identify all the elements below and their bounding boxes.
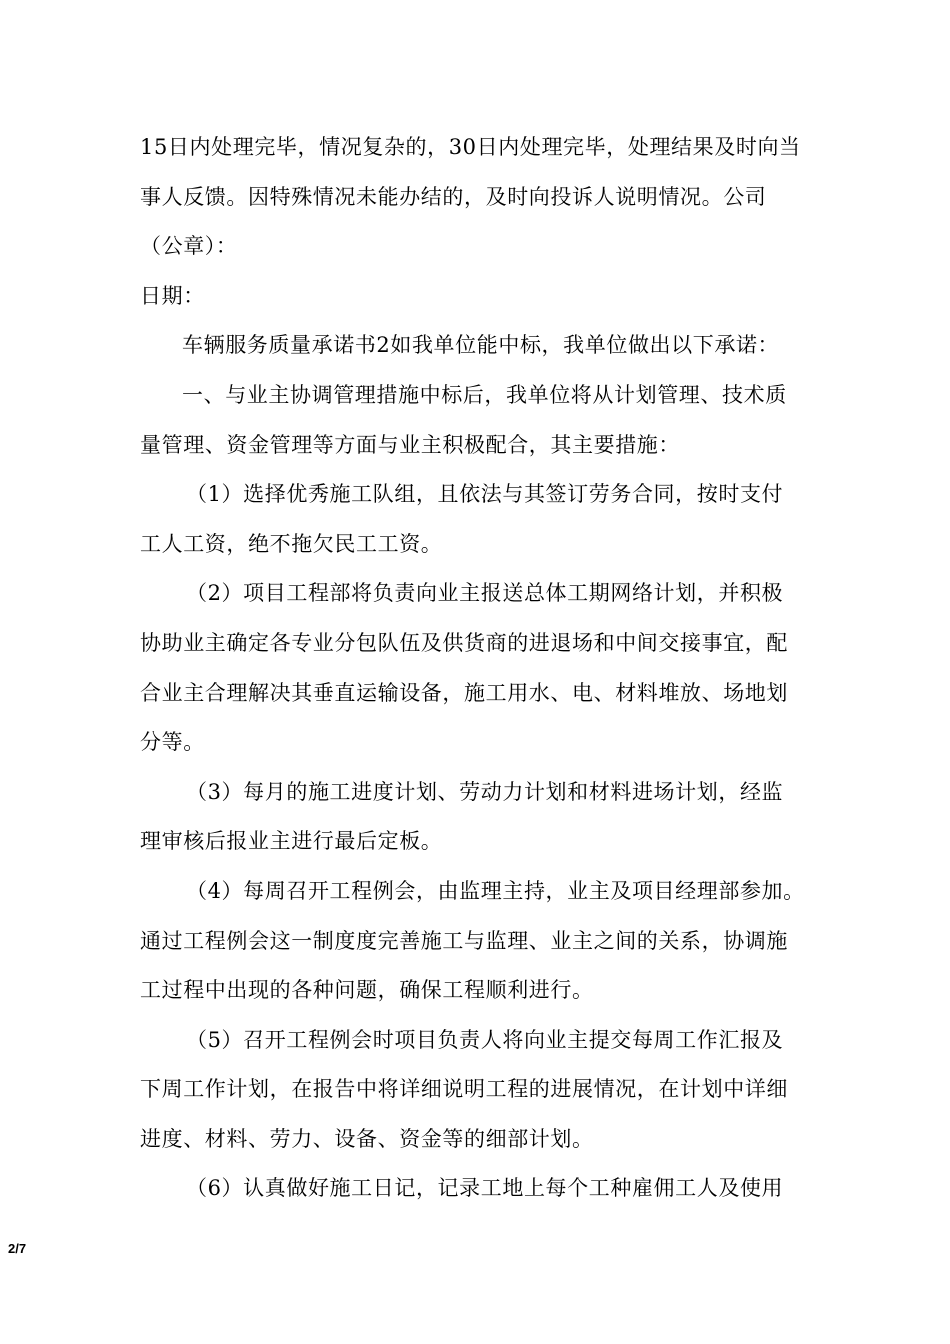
text-line: （5）召开工程例会时项目负责人将向业主提交每周工作汇报及 xyxy=(186,1027,784,1052)
document-body xyxy=(140,123,820,1214)
text-line: 工过程中出现的各种问题，确保工程顺利进行。 xyxy=(140,978,594,1003)
text-line: 日期： xyxy=(140,283,205,308)
text-line: 车辆服务质量承诺书2如我单位能中标，我单位做出以下承诺： xyxy=(182,333,780,358)
text-line: 分等。 xyxy=(140,730,205,755)
text-line: （公章）： xyxy=(140,234,238,259)
text-line: 通过工程例会这一制度度完善施工与监理、业主之间的关系，协调施 xyxy=(140,928,788,953)
text-line: （3）每月的施工进度计划、劳动力计划和材料进场计划，经监 xyxy=(186,779,784,804)
text-line: （6）认真做好施工日记，记录工地上每个工种雇佣工人及使用 xyxy=(186,1176,784,1201)
text-line: 工人工资，绝不拖欠民工工资。 xyxy=(140,531,443,556)
text-line: （2）项目工程部将负责向业主报送总体工期网络计划，并积极 xyxy=(186,581,784,606)
text-line: 合业主合理解决其垂直运输设备，施工用水、电、材料堆放、场地划 xyxy=(140,680,788,705)
text-line: （1）选择优秀施工队组，且依法与其签订劳务合同，按时支付 xyxy=(186,482,784,507)
text-line: 事人反馈。因特殊情况未能办结的，及时向投诉人说明情况。公司 xyxy=(140,184,767,209)
text-line: （4）每周召开工程例会，由监理主持，业主及项目经理部参加。 xyxy=(186,878,805,903)
text-line: 协助业主确定各专业分包队伍及供货商的进退场和中间交接事宜，配 xyxy=(140,630,788,655)
text-line: 理审核后报业主进行最后定板。 xyxy=(140,829,443,854)
text-line: 一、与业主协调管理措施中标后，我单位将从计划管理、技术质 xyxy=(182,382,787,407)
page-number: 2/7 xyxy=(8,1241,27,1256)
text-line: 下周工作计划，在报告中将详细说明工程的进展情况，在计划中详细 xyxy=(140,1077,788,1102)
text-line: 进度、材料、劳力、设备、资金等的细部计划。 xyxy=(140,1126,594,1151)
text-line: 量管理、资金管理等方面与业主积极配合，其主要措施： xyxy=(140,432,680,457)
text-line: 15日内处理完毕，情况复杂的，30日内处理完毕，处理结果及时向当 xyxy=(140,135,801,159)
